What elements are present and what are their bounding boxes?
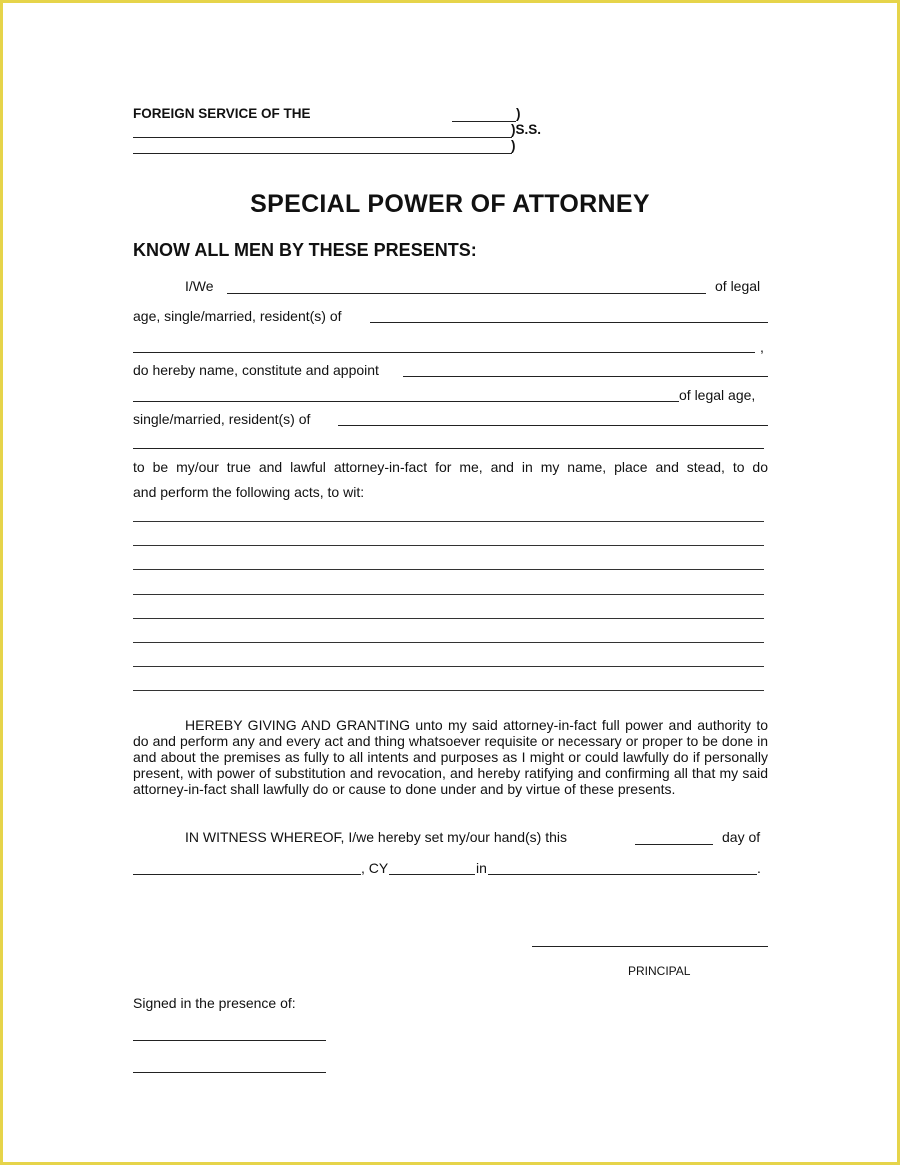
witness-day-field[interactable] <box>635 844 713 845</box>
of-legal-label: of legal <box>715 278 761 294</box>
header-line-3[interactable] <box>133 153 512 154</box>
attorney-name-field[interactable] <box>403 376 768 377</box>
foreign-service-blank[interactable] <box>452 121 516 122</box>
foreign-service-label: FOREIGN SERVICE OF THE <box>133 106 311 121</box>
signed-presence-label: Signed in the presence of: <box>133 995 296 1011</box>
witness-signature-line-2[interactable] <box>133 1072 326 1073</box>
attorney-name-field-2[interactable] <box>133 401 679 402</box>
principal-label: PRINCIPAL <box>628 964 691 978</box>
single-resident-label: single/married, resident(s) of <box>133 411 311 427</box>
acts-line[interactable] <box>133 545 764 546</box>
witness-month-field[interactable] <box>133 874 361 875</box>
subtitle: KNOW ALL MEN BY THESE PRESENTS: <box>133 240 477 260</box>
acts-line[interactable] <box>133 642 764 643</box>
acts-line[interactable] <box>133 618 764 619</box>
of-legal-age-label: of legal age, <box>679 387 756 403</box>
acts-line[interactable] <box>133 594 764 595</box>
witness-place-field[interactable] <box>488 874 757 875</box>
document-title: SPECIAL POWER OF ATTORNEY <box>250 190 650 218</box>
acts-line[interactable] <box>133 521 764 522</box>
principal-name-field[interactable] <box>227 293 706 294</box>
attorney-residence-field-2[interactable] <box>133 448 764 449</box>
granting-paragraph <box>133 717 768 797</box>
appoint-label: do hereby name, constitute and appoint <box>133 362 379 378</box>
acts-line[interactable] <box>133 666 764 667</box>
attorney-line-1: to be my/our true and lawful attorney-in-fact for me, and in my name, place and stead, to do <box>133 459 768 475</box>
cy-label: , CY <box>361 860 389 876</box>
ss-label: )S.S. <box>511 122 542 137</box>
attorney-line-2: and perform the following acts, to wit: <box>133 484 365 500</box>
header-paren-3: ) <box>511 138 516 153</box>
witness-year-field[interactable] <box>389 874 475 875</box>
iwe-label: I/We <box>185 278 214 294</box>
witness-label: IN WITNESS WHEREOF, I/we hereby set my/our hand(s) this <box>185 829 567 845</box>
in-label: in <box>476 860 487 876</box>
comma-mark: , <box>760 339 764 355</box>
day-of-label: day of <box>722 829 761 845</box>
granting-text: HEREBY GIVING AND GRANTING unto my said attorney-in-fact full power and authority to do and perform any and every act and thing whatsoever requisite or necessary or proper to be done in and about the premises as fully to all intents and purposes as I might or could lawfully do if personally present, with power of substitution and revocation, and hereby ratifying and confirming all that my said attorney-in-fact shall lawfully do or cause to done under and by virtue of these presents. <box>133 717 768 797</box>
principal-signature-line[interactable] <box>532 946 768 947</box>
age-single-label: age, single/married, resident(s) of <box>133 308 342 324</box>
header-paren-1: ) <box>516 106 521 121</box>
principal-residence-field[interactable] <box>370 322 768 323</box>
header-line-2[interactable] <box>133 137 512 138</box>
witness-signature-line-1[interactable] <box>133 1040 326 1041</box>
principal-residence-field-2[interactable] <box>133 352 755 353</box>
attorney-residence-field[interactable] <box>338 425 768 426</box>
period-mark: . <box>757 860 761 876</box>
acts-line[interactable] <box>133 690 764 691</box>
acts-line[interactable] <box>133 569 764 570</box>
